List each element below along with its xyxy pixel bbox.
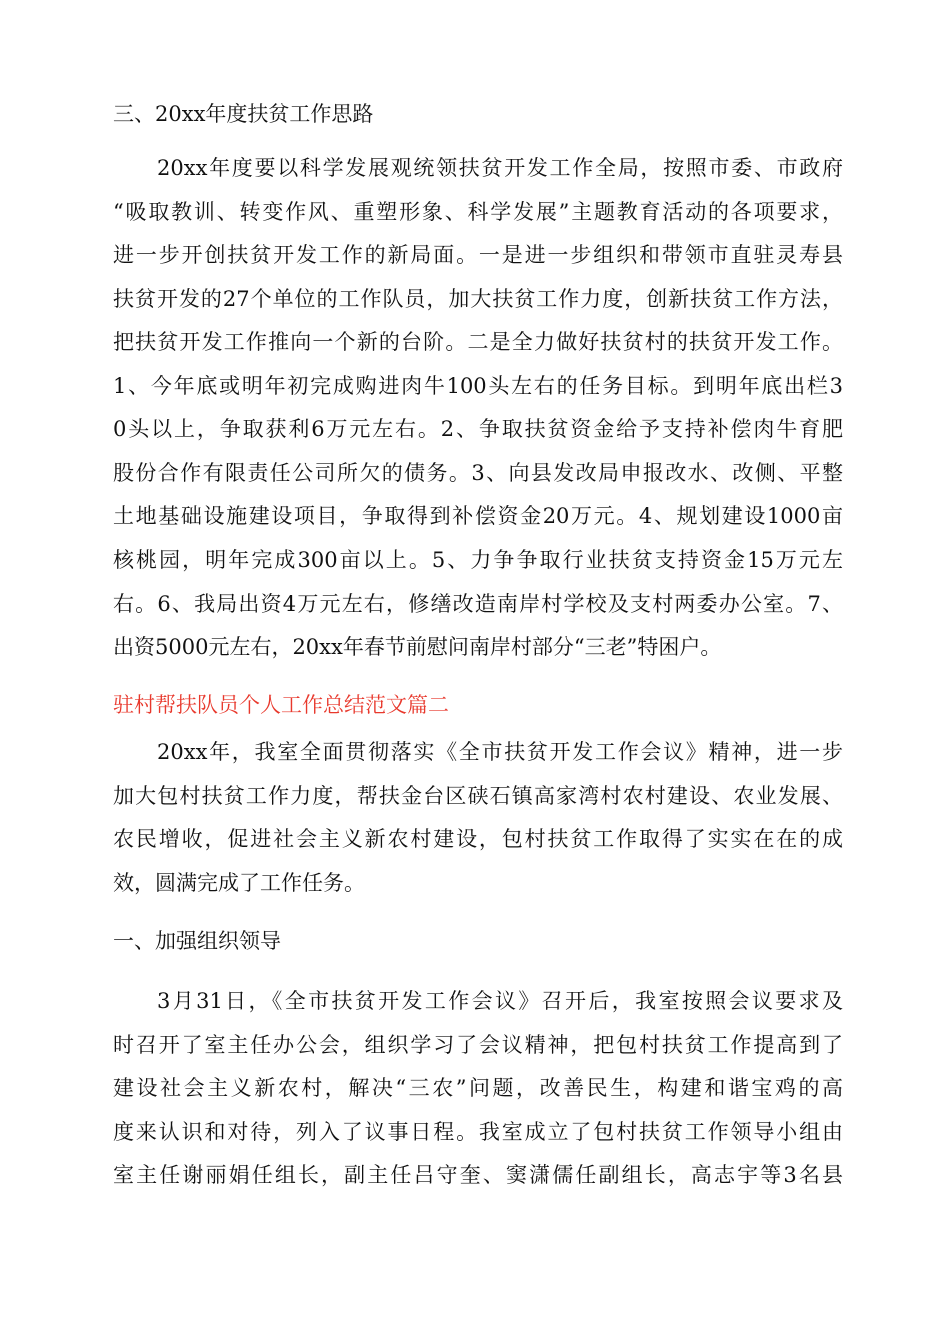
paragraph-line: 核桃园，明年完成300亩以上。5、力争争取行业扶贫支持资金15万元左 bbox=[113, 548, 843, 572]
paragraph-line: 右。6、我局出资4万元左右，修缮改造南岸村学校及支村两委办公室。7、 bbox=[113, 592, 843, 616]
paragraph-line: 进一步开创扶贫开发工作的新局面。一是进一步组织和带领市直驻灵寿县 bbox=[113, 243, 843, 267]
paragraph-line: 效，圆满完成了工作任务。 bbox=[113, 871, 365, 895]
section-heading-3: 三、20xx年度扶贫工作思路 bbox=[113, 102, 374, 126]
paragraph-line: 20xx年，我室全面贯彻落实《全市扶贫开发工作会议》精神，进一步 bbox=[157, 740, 843, 764]
paragraph-line: 把扶贫开发工作推向一个新的台阶。二是全力做好扶贫村的扶贫开发工作。 bbox=[113, 330, 843, 354]
section-heading-1: 一、加强组织领导 bbox=[113, 929, 281, 953]
paragraph-line: 室主任谢丽娟任组长，副主任吕守奎、窦潇儒任副组长，高志宇等3名县 bbox=[113, 1163, 843, 1187]
paragraph-line: 0头以上，争取获利6万元左右。2、争取扶贫资金给予支持补偿肉牛育肥 bbox=[113, 417, 843, 441]
paragraph-line: 度来认识和对待，列入了议事日程。我室成立了包村扶贫工作领导小组由 bbox=[113, 1120, 843, 1144]
paragraph-line: 农民增收，促进社会主义新农村建设，包村扶贫工作取得了实实在在的成 bbox=[113, 827, 843, 851]
paragraph-line: 股份合作有限责任公司所欠的债务。3、向县发改局申报改水、改侧、平整 bbox=[113, 461, 843, 485]
article-title: 驻村帮扶队员个人工作总结范文篇二 bbox=[113, 693, 449, 717]
paragraph-line: 1、今年底或明年初完成购进肉牛100头左右的任务目标。到明年底出栏3 bbox=[113, 374, 843, 398]
paragraph-line: 出资5000元左右，20xx年春节前慰问南岸村部分“三老”特困户。 bbox=[113, 635, 722, 659]
paragraph-line: “吸取教训、转变作风、重塑形象、科学发展”主题教育活动的各项要求， bbox=[113, 200, 843, 224]
paragraph-line: 3月31日，《全市扶贫开发工作会议》召开后，我室按照会议要求及 bbox=[157, 989, 843, 1013]
paragraph-line: 建设社会主义新农村，解决“三农”问题，改善民生，构建和谐宝鸡的高 bbox=[113, 1076, 843, 1100]
paragraph-line: 加大包村扶贫工作力度，帮扶金台区硖石镇高家湾村农村建设、农业发展、 bbox=[113, 784, 843, 808]
paragraph-line: 时召开了室主任办公会，组织学习了会议精神，把包村扶贫工作提高到了 bbox=[113, 1033, 843, 1057]
paragraph-line: 土地基础设施建设项目，争取得到补偿资金20万元。4、规划建设1000亩 bbox=[113, 504, 843, 528]
paragraph-line: 20xx年度要以科学发展观统领扶贫开发工作全局，按照市委、市政府 bbox=[157, 156, 843, 180]
paragraph-line: 扶贫开发的27个单位的工作队员，加大扶贫工作力度，创新扶贫工作方法， bbox=[113, 287, 843, 311]
